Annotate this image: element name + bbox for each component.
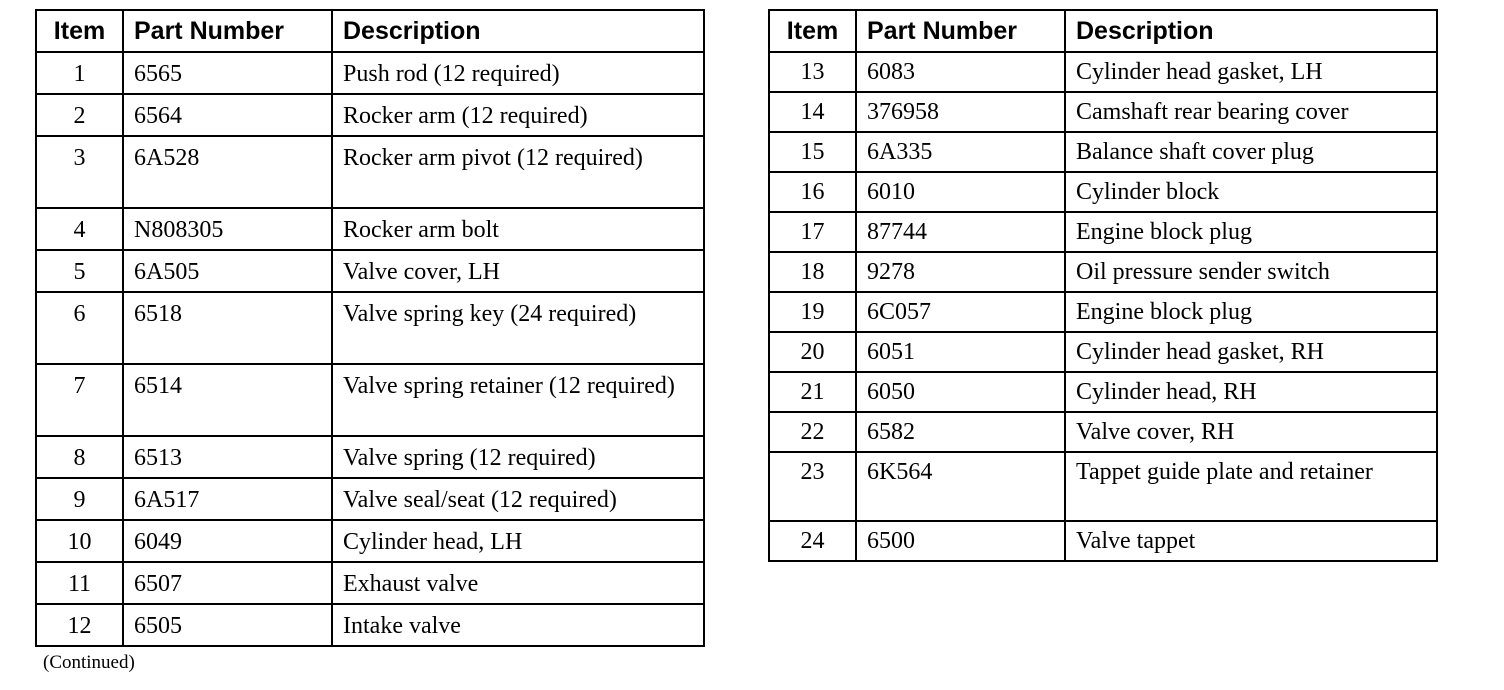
description-cell: Valve cover, RH bbox=[1065, 412, 1437, 452]
description-cell: Push rod (12 required) bbox=[332, 52, 704, 94]
description-cell: Valve seal/seat (12 required) bbox=[332, 478, 704, 520]
description-cell: Valve cover, LH bbox=[332, 250, 704, 292]
table-row bbox=[769, 521, 1437, 561]
part-number-cell: 376958 bbox=[856, 92, 1065, 132]
part-number-cell: 6500 bbox=[856, 521, 1065, 561]
description-cell: Intake valve bbox=[332, 604, 704, 646]
description-cell: Exhaust valve bbox=[332, 562, 704, 604]
table-row bbox=[769, 452, 1437, 521]
part-number-cell: 6582 bbox=[856, 412, 1065, 452]
part-number-cell: 6K564 bbox=[856, 452, 1065, 521]
item-cell: 11 bbox=[36, 562, 123, 604]
item-cell: 19 bbox=[769, 292, 856, 332]
table-row bbox=[769, 252, 1437, 292]
item-cell: 17 bbox=[769, 212, 856, 252]
item-cell: 9 bbox=[36, 478, 123, 520]
item-cell: 24 bbox=[769, 521, 856, 561]
table-row bbox=[769, 52, 1437, 92]
part-number-cell: 6505 bbox=[123, 604, 332, 646]
description-cell: Engine block plug bbox=[1065, 212, 1437, 252]
description-cell: Tappet guide plate and retainer bbox=[1065, 452, 1437, 521]
table-row bbox=[769, 92, 1437, 132]
part-number-column-header: Part Number bbox=[856, 10, 1065, 52]
description-cell: Cylinder head, LH bbox=[332, 520, 704, 562]
table-row bbox=[36, 520, 704, 562]
part-number-cell: 6564 bbox=[123, 94, 332, 136]
description-cell: Engine block plug bbox=[1065, 292, 1437, 332]
part-number-cell: 6513 bbox=[123, 436, 332, 478]
table-row bbox=[36, 364, 704, 436]
continued-note: (Continued) bbox=[43, 652, 135, 673]
part-number-cell: 6A517 bbox=[123, 478, 332, 520]
parts-table-left bbox=[35, 9, 705, 647]
part-number-cell: 6518 bbox=[123, 292, 332, 364]
item-cell: 5 bbox=[36, 250, 123, 292]
table-row bbox=[769, 332, 1437, 372]
item-cell: 15 bbox=[769, 132, 856, 172]
description-column-header: Description bbox=[1065, 10, 1437, 52]
table-row bbox=[36, 250, 704, 292]
item-cell: 7 bbox=[36, 364, 123, 436]
part-number-cell: 9278 bbox=[856, 252, 1065, 292]
description-cell: Camshaft rear bearing cover bbox=[1065, 92, 1437, 132]
description-cell: Oil pressure sender switch bbox=[1065, 252, 1437, 292]
table-row bbox=[36, 562, 704, 604]
table-row bbox=[769, 132, 1437, 172]
table-row bbox=[769, 292, 1437, 332]
item-cell: 20 bbox=[769, 332, 856, 372]
table-row bbox=[36, 208, 704, 250]
table-row bbox=[36, 292, 704, 364]
item-cell: 22 bbox=[769, 412, 856, 452]
part-number-cell: 6507 bbox=[123, 562, 332, 604]
description-cell: Balance shaft cover plug bbox=[1065, 132, 1437, 172]
item-cell: 21 bbox=[769, 372, 856, 412]
table-row bbox=[36, 478, 704, 520]
item-column-header: Item bbox=[769, 10, 856, 52]
right-table-body bbox=[769, 52, 1437, 561]
description-column-header: Description bbox=[332, 10, 704, 52]
part-number-cell: 6565 bbox=[123, 52, 332, 94]
table-row bbox=[769, 212, 1437, 252]
item-cell: 12 bbox=[36, 604, 123, 646]
item-cell: 14 bbox=[769, 92, 856, 132]
table-row bbox=[36, 436, 704, 478]
description-cell: Valve spring (12 required) bbox=[332, 436, 704, 478]
part-number-cell: 6A528 bbox=[123, 136, 332, 208]
description-cell: Rocker arm (12 required) bbox=[332, 94, 704, 136]
part-number-cell: 6051 bbox=[856, 332, 1065, 372]
part-number-cell: 6010 bbox=[856, 172, 1065, 212]
description-cell: Valve tappet bbox=[1065, 521, 1437, 561]
item-cell: 23 bbox=[769, 452, 856, 521]
item-cell: 1 bbox=[36, 52, 123, 94]
table-row bbox=[769, 372, 1437, 412]
item-cell: 10 bbox=[36, 520, 123, 562]
part-number-cell: 6C057 bbox=[856, 292, 1065, 332]
description-cell: Rocker arm pivot (12 required) bbox=[332, 136, 704, 208]
part-number-cell: N808305 bbox=[123, 208, 332, 250]
description-cell: Cylinder head, RH bbox=[1065, 372, 1437, 412]
table-row bbox=[36, 604, 704, 646]
description-cell: Cylinder head gasket, LH bbox=[1065, 52, 1437, 92]
item-cell: 6 bbox=[36, 292, 123, 364]
part-number-cell: 6083 bbox=[856, 52, 1065, 92]
item-cell: 2 bbox=[36, 94, 123, 136]
description-cell: Cylinder head gasket, RH bbox=[1065, 332, 1437, 372]
parts-table-right bbox=[768, 9, 1438, 562]
description-cell: Rocker arm bolt bbox=[332, 208, 704, 250]
description-cell: Valve spring key (24 required) bbox=[332, 292, 704, 364]
table-row bbox=[769, 172, 1437, 212]
part-number-cell: 87744 bbox=[856, 212, 1065, 252]
description-cell: Cylinder block bbox=[1065, 172, 1437, 212]
part-number-cell: 6514 bbox=[123, 364, 332, 436]
left-table-body bbox=[36, 52, 704, 646]
table-row bbox=[36, 52, 704, 94]
table-row bbox=[769, 412, 1437, 452]
item-cell: 13 bbox=[769, 52, 856, 92]
item-cell: 4 bbox=[36, 208, 123, 250]
table-header-row bbox=[769, 10, 1437, 52]
table-row bbox=[36, 94, 704, 136]
part-number-column-header: Part Number bbox=[123, 10, 332, 52]
part-number-cell: 6050 bbox=[856, 372, 1065, 412]
item-cell: 16 bbox=[769, 172, 856, 212]
part-number-cell: 6A505 bbox=[123, 250, 332, 292]
description-cell: Valve spring retainer (12 required) bbox=[332, 364, 704, 436]
table-header-row bbox=[36, 10, 704, 52]
part-number-cell: 6049 bbox=[123, 520, 332, 562]
part-number-cell: 6A335 bbox=[856, 132, 1065, 172]
item-cell: 18 bbox=[769, 252, 856, 292]
item-cell: 8 bbox=[36, 436, 123, 478]
item-cell: 3 bbox=[36, 136, 123, 208]
item-column-header: Item bbox=[36, 10, 123, 52]
table-row bbox=[36, 136, 704, 208]
